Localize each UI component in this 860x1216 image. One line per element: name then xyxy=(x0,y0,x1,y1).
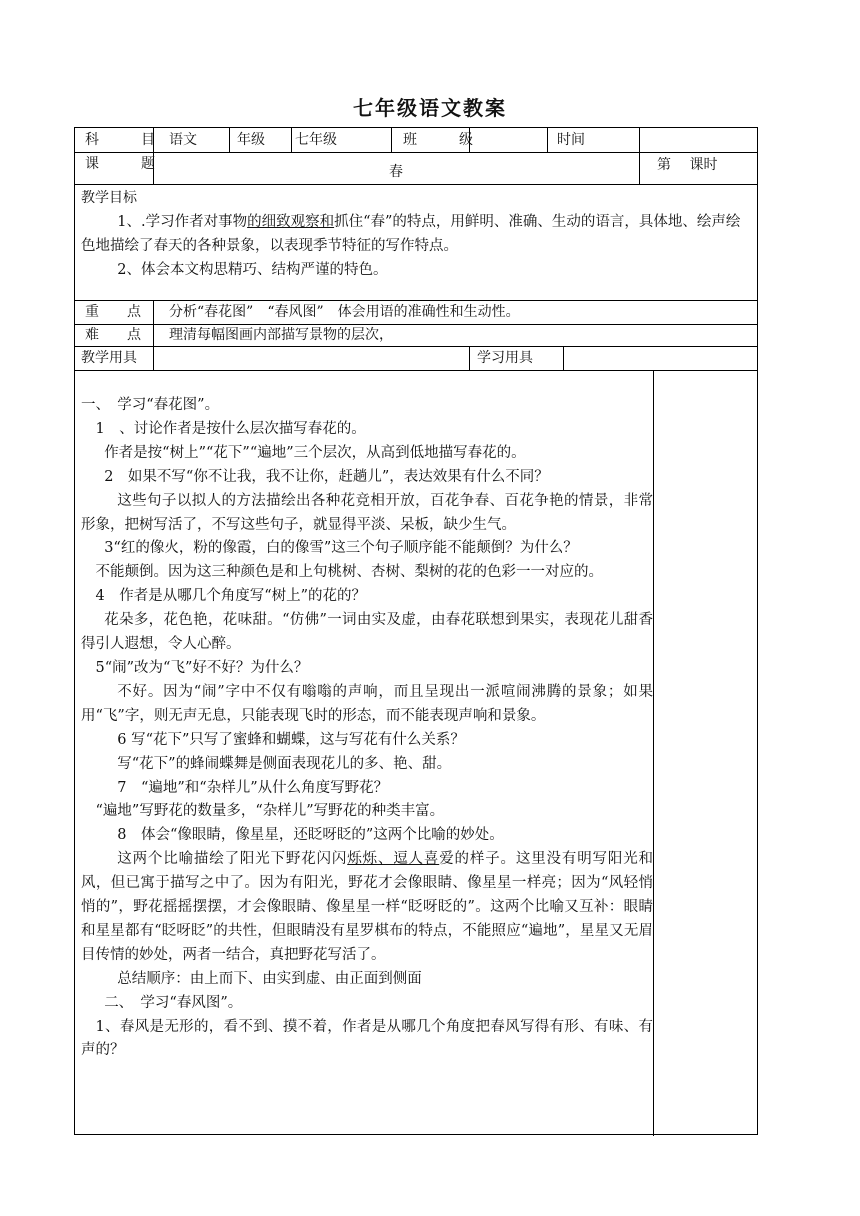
question: 4 作者是从哪几个角度写“树上”的花的？ xyxy=(95,588,367,605)
question: 7 “遍地”和“杂样儿”从什么角度写野花？ xyxy=(117,779,389,796)
summary: 总结顺序：由上而下、由实到虚、由正面到侧面 xyxy=(117,970,422,987)
question: 3“红的像火，粉的像霞，白的像雪”这三个句子顺序能不能颠倒？为什么？ xyxy=(104,540,578,557)
key-point-label: 重 点 xyxy=(85,304,141,320)
answer: 不能颠倒。因为这三种颜色是和上句桃树、杏树、梨树的花的色彩一一对应的。 xyxy=(95,564,603,581)
answer: 花朵多，花色艳，花味甜。“仿佛”一词由实及虚，由春花联想到果实，表现花儿甜香得引人遐想，令人心醉。 xyxy=(81,612,653,653)
question: 5“闹”改为“飞”好不好？为什么？ xyxy=(95,659,309,676)
answer: 这些句子以拟人的方法描绘出各种花竞相开放，百花争春、百花争艳的情景，非常形象，把树写活了，不写这些句子，就显得平淡、呆板，缺少生气。 xyxy=(81,492,653,533)
time-label: 时间 xyxy=(557,132,585,148)
question: 1、春风是无形的，看不到、摸不着，作者是从哪几个角度把春风写得有形、有味、有声的？ xyxy=(81,1018,653,1059)
lesson-plan-table xyxy=(74,127,758,1135)
class-label: 班 级 xyxy=(403,132,487,148)
section-heading: 二、 学习“春风图”。 xyxy=(104,994,243,1011)
key-point-value: 分析“春花图” “春风图” 体会用语的准确性和生动性。 xyxy=(169,304,520,320)
question: 8 体会“像眼睛，像星星，还眨呀眨的”这两个比喻的妙处。 xyxy=(117,827,504,844)
grade-label: 年级 xyxy=(237,132,265,148)
question: 1 、讨论作者是按什么层次描写春花的。 xyxy=(95,420,366,437)
section-heading: 一、 学习“春花图”。 xyxy=(81,397,220,413)
grade-value: 七年级 xyxy=(295,132,337,148)
lesson-label: 课 题 xyxy=(85,156,169,172)
subject-label: 科 目 xyxy=(85,132,169,148)
page-title: 七年级语文教案 xyxy=(353,96,507,120)
lesson-title: 春 xyxy=(389,164,403,180)
objectives-body: 1、.学习作者对事物的细致观察和抓住“春”的特点，用鲜明、准确、生动的语言，具体地、绘声绘色地描绘了春天的各种景象，以表现季节特征的写作特点。 2、体会本文构思精巧、结构严谨的特色。 xyxy=(81,214,741,278)
teaching-tools-label: 教学用具 xyxy=(81,350,137,366)
subject-value: 语文 xyxy=(169,132,197,148)
answer: “遍地”写野花的数量多，“杂样儿”写野花的种类丰富。 xyxy=(95,803,445,820)
answer: 作者是按“树上”“花下”“遍地”三个层次，从高到低地描写春花的。 xyxy=(104,444,526,461)
objectives-heading: 教学目标 xyxy=(81,190,137,206)
difficulty-label: 难 点 xyxy=(85,327,141,343)
question: 2 如果不写“你不让我，我不让你，赶趟儿”，表达效果有什么不同？ xyxy=(104,468,549,485)
lesson-period: 第 课时 xyxy=(657,157,718,173)
lesson-content xyxy=(81,394,653,1063)
answer: 这两个比喻描绘了阳光下野花闪闪烁烁、逗人喜爱的样子。这里没有明写阳光和风，但已寓于描写之中了。因为有阳光，野花才会像眼睛、像星星一样亮；因为“风轻悄悄的”，野花摇摇摆摆，才会像眼睛、像星星一样“眨呀眨的”。这两个比喻又互补：眼睛和星星都有“眨呀眨”的共性，但眼睛没有星罗棋布的特点，不能照应“遍地”，星星又无眉目传情的妙处，两者一结合，真把野花写活了。 xyxy=(81,851,654,963)
difficulty-value: 理清每幅图画内部描写景物的层次， xyxy=(169,327,393,343)
answer: 不好。因为“闹”字中不仅有嗡嗡的声响，而且呈现出一派喧闹沸腾的景象；如果用“飞”字，则无声无息，只能表现飞时的形态，而不能表现声响和景象。 xyxy=(81,683,653,724)
learning-tools-label: 学习用具 xyxy=(477,350,533,366)
question: 6 写“花下”只写了蜜蜂和蝴蝶，这与写花有什么关系？ xyxy=(117,731,465,748)
answer: 写“花下”的蜂闹蝶舞是侧面表现花儿的多、艳、甜。 xyxy=(117,755,452,772)
